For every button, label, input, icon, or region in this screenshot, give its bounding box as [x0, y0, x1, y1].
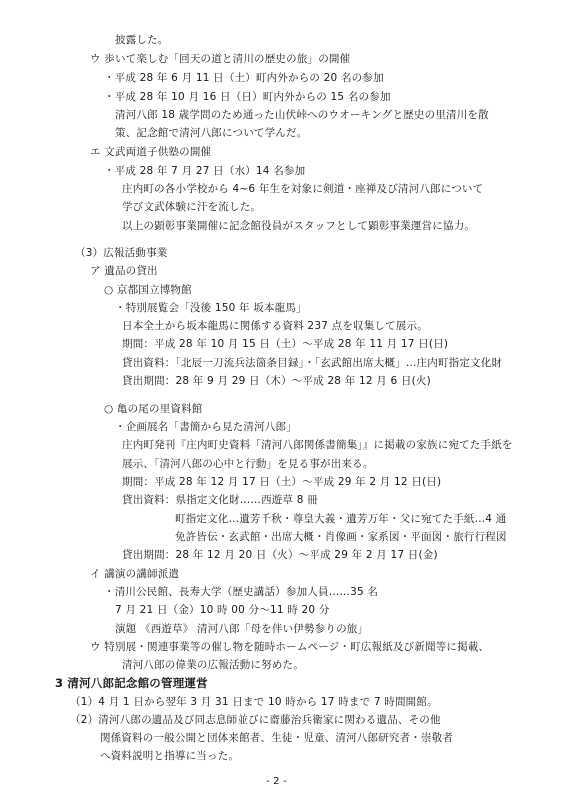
page-number: - 2 -	[266, 776, 287, 787]
text-line: ウ 特別展・関連事業等の催し物を随時ホームページ・町広報紙及び新聞等に掲載、	[90, 641, 490, 653]
text-line: （2）清河八郎の遺品及び同志息師並びに齋藤治兵衛家に関わる遺品、その他	[70, 714, 441, 726]
text-line: 期間：平成 28 年 12 月 17 日（土）～平成 29 年 2 月 12 日(日)	[122, 476, 442, 488]
text-line: 展示、「清河八郎の心中と行動」を見る事が出来る。	[122, 458, 374, 470]
text-line: 以上の顕彰事業開催に記念館役員がスタッフとして顕彰事業運営に協力。	[122, 220, 476, 232]
text-line: エ 文武両道子供塾の開催	[90, 146, 212, 158]
text-line: 庄内町発刊『庄内町史資料「清河八郎関係書簡集」』に掲載の家族に宛てた手紙を	[122, 439, 513, 451]
text-line: ウ 歩いて楽しむ「回天の道と清川の歴史の旅」の開催	[90, 53, 351, 65]
text-line: 演題 《西遊草》 清河八郎「母を伴い伊勢参りの旅」	[115, 623, 369, 635]
text-line: 日本全土から坂本龍馬に関係する資料 237 点を収集して展示。	[122, 320, 428, 332]
text-line: ○ 京都国立博物館	[104, 284, 192, 296]
text-line: 貸出期間：28 年 12 月 20 日（火）～平成 29 年 2 月 17 日(金)	[122, 549, 438, 561]
text-line: 免許皆伝・玄武館・出席大概・肖像画・家系図・平面図・旅行行程図	[175, 531, 507, 543]
text-line: 貸出資料：「北辰一刀流兵法箇条目録」・「玄武館出席大概」…庄内町指定文化財	[122, 357, 503, 369]
text-line: 披露した。	[115, 34, 169, 46]
text-line: ア 遺品の貸出	[90, 265, 158, 277]
text-line: ○ 亀の尾の里資料館	[104, 403, 203, 415]
text-line: （3）広報活動事業	[75, 247, 168, 259]
text-line: 清河八郎の偉業の広報活動に努めた。	[122, 659, 304, 671]
text-line: ・平成 28 年 7 月 27 日（水）14 名参加	[104, 165, 306, 177]
text-line: イ 講演の講師派遣	[90, 568, 180, 580]
text-line: ・平成 28 年 10 月 16 日（日）町内外からの 15 名の参加	[104, 91, 391, 103]
text-line: 庄内町の各小学校から 4~6 年生を対象に剣道・座禅及び清河八郎について	[122, 183, 484, 195]
text-line: ・企画展名「書簡から見た清河八郎」	[115, 421, 297, 433]
text-line: 学び文武体験に汗を流した。	[122, 201, 262, 213]
text-line: へ資料説明と指導に当った。	[100, 750, 240, 762]
text-line: 清河八郎 18 歳学問のため通った山伏峠へのウオーキングと歴史の里清川を散	[115, 109, 489, 121]
text-line: 期間：平成 28 年 10 月 15 日（土）～平成 28 年 11 月 17 日(日)	[122, 338, 449, 350]
text-line: 関係資料の一般公開と団体来館者、生徒・児童、清河八郎研究者・崇敬者	[100, 732, 454, 744]
text-line: 策、記念館で清河八郎について学んだ。	[115, 127, 308, 139]
text-line: ・平成 28 年 6 月 11 日（土）町内外からの 20 名の参加	[104, 72, 384, 84]
text-line: 貸出資料：県指定文化財……西遊草 8 冊	[122, 494, 318, 506]
text-line: ・特別展覧会「没後 150 年 坂本龍馬」	[115, 302, 307, 314]
text-line: （1）4 月 1 日から翌年 3 月 31 日まで 10 時から 17 時まで 7 時間開館。	[70, 696, 438, 708]
text-line: 7 月 21 日（金）10 時 00 分～11 時 20 分	[115, 604, 330, 616]
text-line: 貸出期間：28 年 9 月 29 日（木）～平成 28 年 12 月 6 日(火)	[122, 375, 431, 387]
text-line: 町指定文化…遺芳千秋・尊皇大義・遺芳万年・父に宛てた手紙…4 通	[175, 513, 507, 525]
text-line: ・清川公民館、長寿大学（歴史講話）参加人員……35 名	[104, 586, 379, 598]
text-line: 3 清河八郎記念館の管理運営	[55, 676, 208, 690]
